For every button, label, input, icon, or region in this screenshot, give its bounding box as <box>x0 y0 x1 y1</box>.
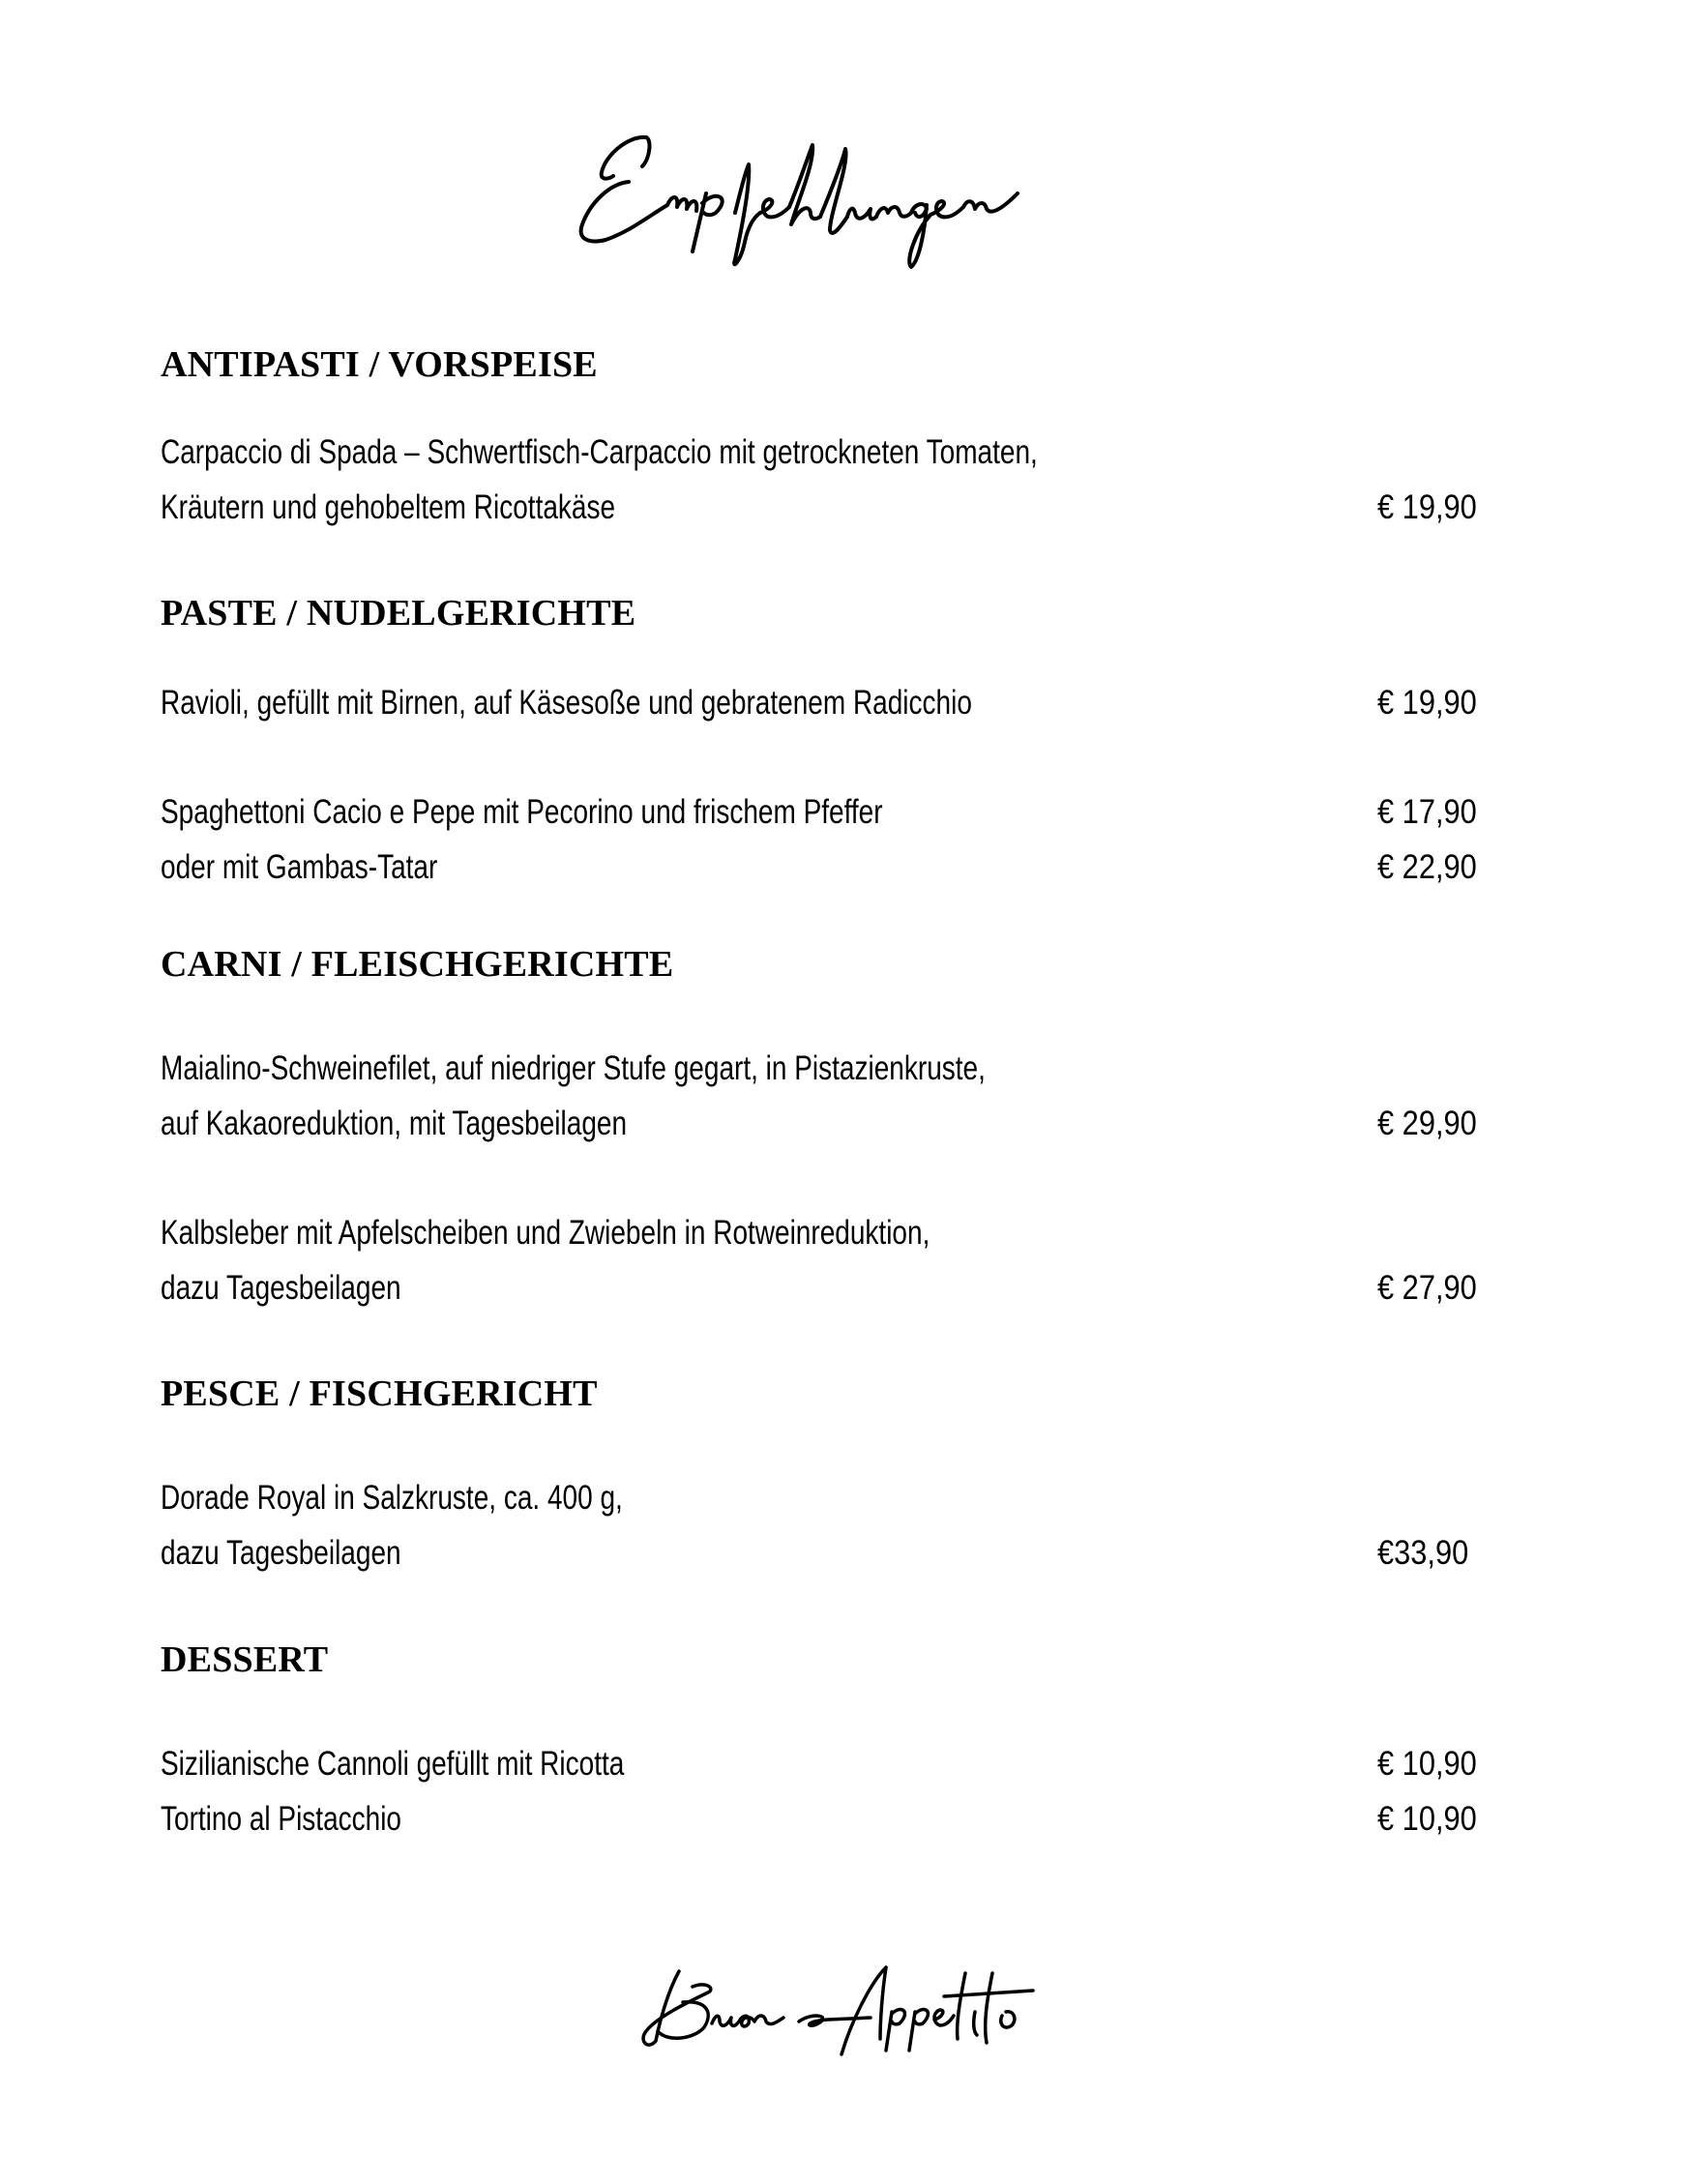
menu-item-price: € 29,90 <box>1377 1105 1477 1142</box>
menu-item-line: Sizilianische Cannoli gefüllt mit Ricotta <box>161 1745 625 1783</box>
menu-item-price: €33,90 <box>1377 1534 1469 1572</box>
menu-item-price: € 19,90 <box>1377 488 1477 526</box>
menu-item-line: dazu Tagesbeilagen <box>161 1534 401 1572</box>
menu-item-price: € 10,90 <box>1377 1745 1477 1783</box>
section-heading-dessert: DESSERT <box>161 1639 329 1680</box>
menu-item-line: Kalbsleber mit Apfelscheiben und Zwiebeln in Rotweinreduktion, <box>161 1214 930 1252</box>
menu-item-price: € 19,90 <box>1377 684 1477 722</box>
menu-title <box>0 116 1683 271</box>
menu-item-price: € 27,90 <box>1377 1269 1477 1307</box>
section-heading-paste: PASTE / NUDELGERICHTE <box>161 593 636 634</box>
menu-item-line: Maialino-Schweinefilet, auf niedriger Stufe gegart, in Pistazienkruste, <box>161 1049 986 1087</box>
menu-item-price: € 22,90 <box>1377 848 1477 886</box>
section-heading-pesce: PESCE / FISCHGERICHT <box>161 1373 598 1414</box>
footer-signature-script <box>638 1954 1045 2060</box>
section-heading-carni: CARNI / FLEISCHGERICHTE <box>161 944 674 985</box>
footer-signature <box>0 1954 1683 2060</box>
menu-item-line: Ravioli, gefüllt mit Birnen, auf Käsesoße und gebratenem Radicchio <box>161 684 972 722</box>
menu-item-line: auf Kakaoreduktion, mit Tagesbeilagen <box>161 1105 628 1142</box>
menu-item-line: dazu Tagesbeilagen <box>161 1269 401 1307</box>
menu-item-line: Tortino al Pistacchio <box>161 1800 402 1838</box>
section-heading-antipasti: ANTIPASTI / VORSPEISE <box>161 344 598 385</box>
menu-item-line: Spaghettoni Cacio e Pepe mit Pecorino und frischem Pfeffer <box>161 793 883 831</box>
menu-item-price: € 10,90 <box>1377 1800 1477 1838</box>
menu-item-line: Kräutern und gehobeltem Ricottakäse <box>161 488 616 526</box>
menu-title-script <box>571 116 1112 271</box>
menu-item-line: Carpaccio di Spada – Schwertfisch-Carpaccio mit getrockneten Tomaten, <box>161 433 1038 471</box>
menu-item-price: € 17,90 <box>1377 793 1477 831</box>
menu-item-line: oder mit Gambas-Tatar <box>161 848 438 886</box>
menu-item-line: Dorade Royal in Salzkruste, ca. 400 g, <box>161 1479 623 1517</box>
